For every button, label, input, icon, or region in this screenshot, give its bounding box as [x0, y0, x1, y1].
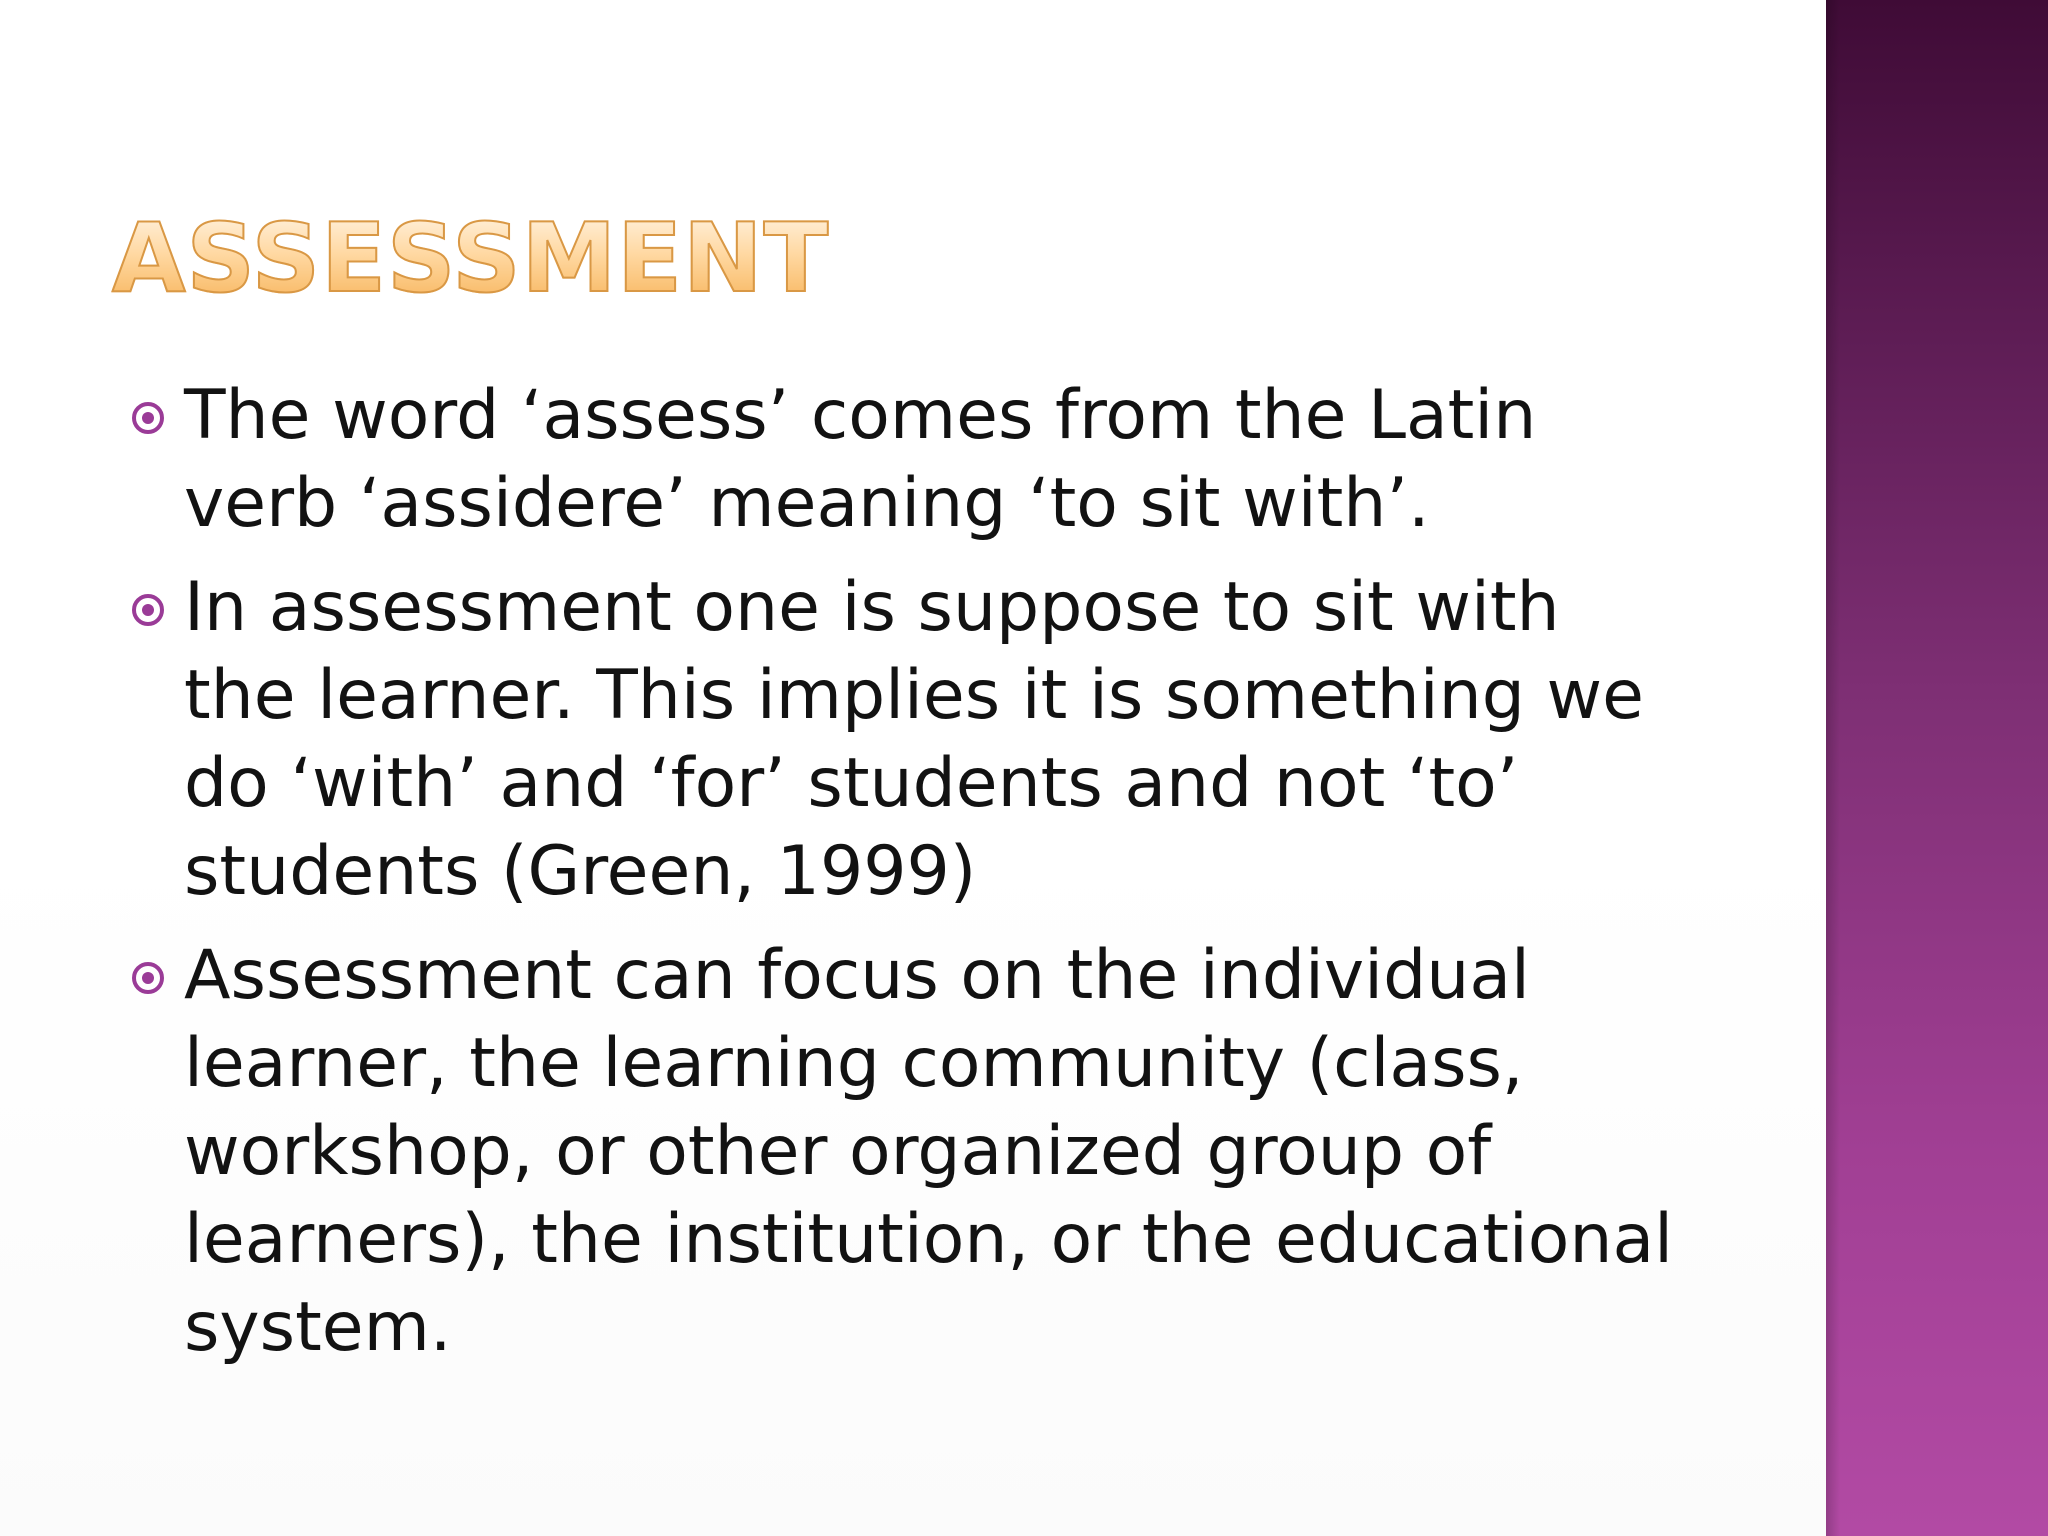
bullet-text: Assessment can focus on the individual learner, the learning community (class, workshop, or other organized group of learners), the institution, or the educational system.: [184, 936, 1674, 1367]
circled-dot-icon: [132, 402, 164, 434]
bullet-text: In assessment one is suppose to sit with the learner. This implies it is something we do ‘with’ and ‘for’ students and not ‘to’ students (Green, 1999): [184, 568, 1644, 911]
circled-dot-icon: [132, 594, 164, 626]
circled-dot-icon: [132, 962, 164, 994]
bullet-item: [132, 932, 1692, 1372]
decorative-side-bar: [1826, 0, 2048, 1536]
bullet-list: [132, 372, 1692, 1388]
bullet-item: [132, 372, 1692, 548]
bullet-text: The word ‘assess’ comes from the Latin verb ‘assidere’ meaning ‘to sit with’.: [184, 376, 1537, 543]
slide-title: ASSESSMENT: [112, 204, 830, 314]
bullet-item: [132, 564, 1692, 916]
